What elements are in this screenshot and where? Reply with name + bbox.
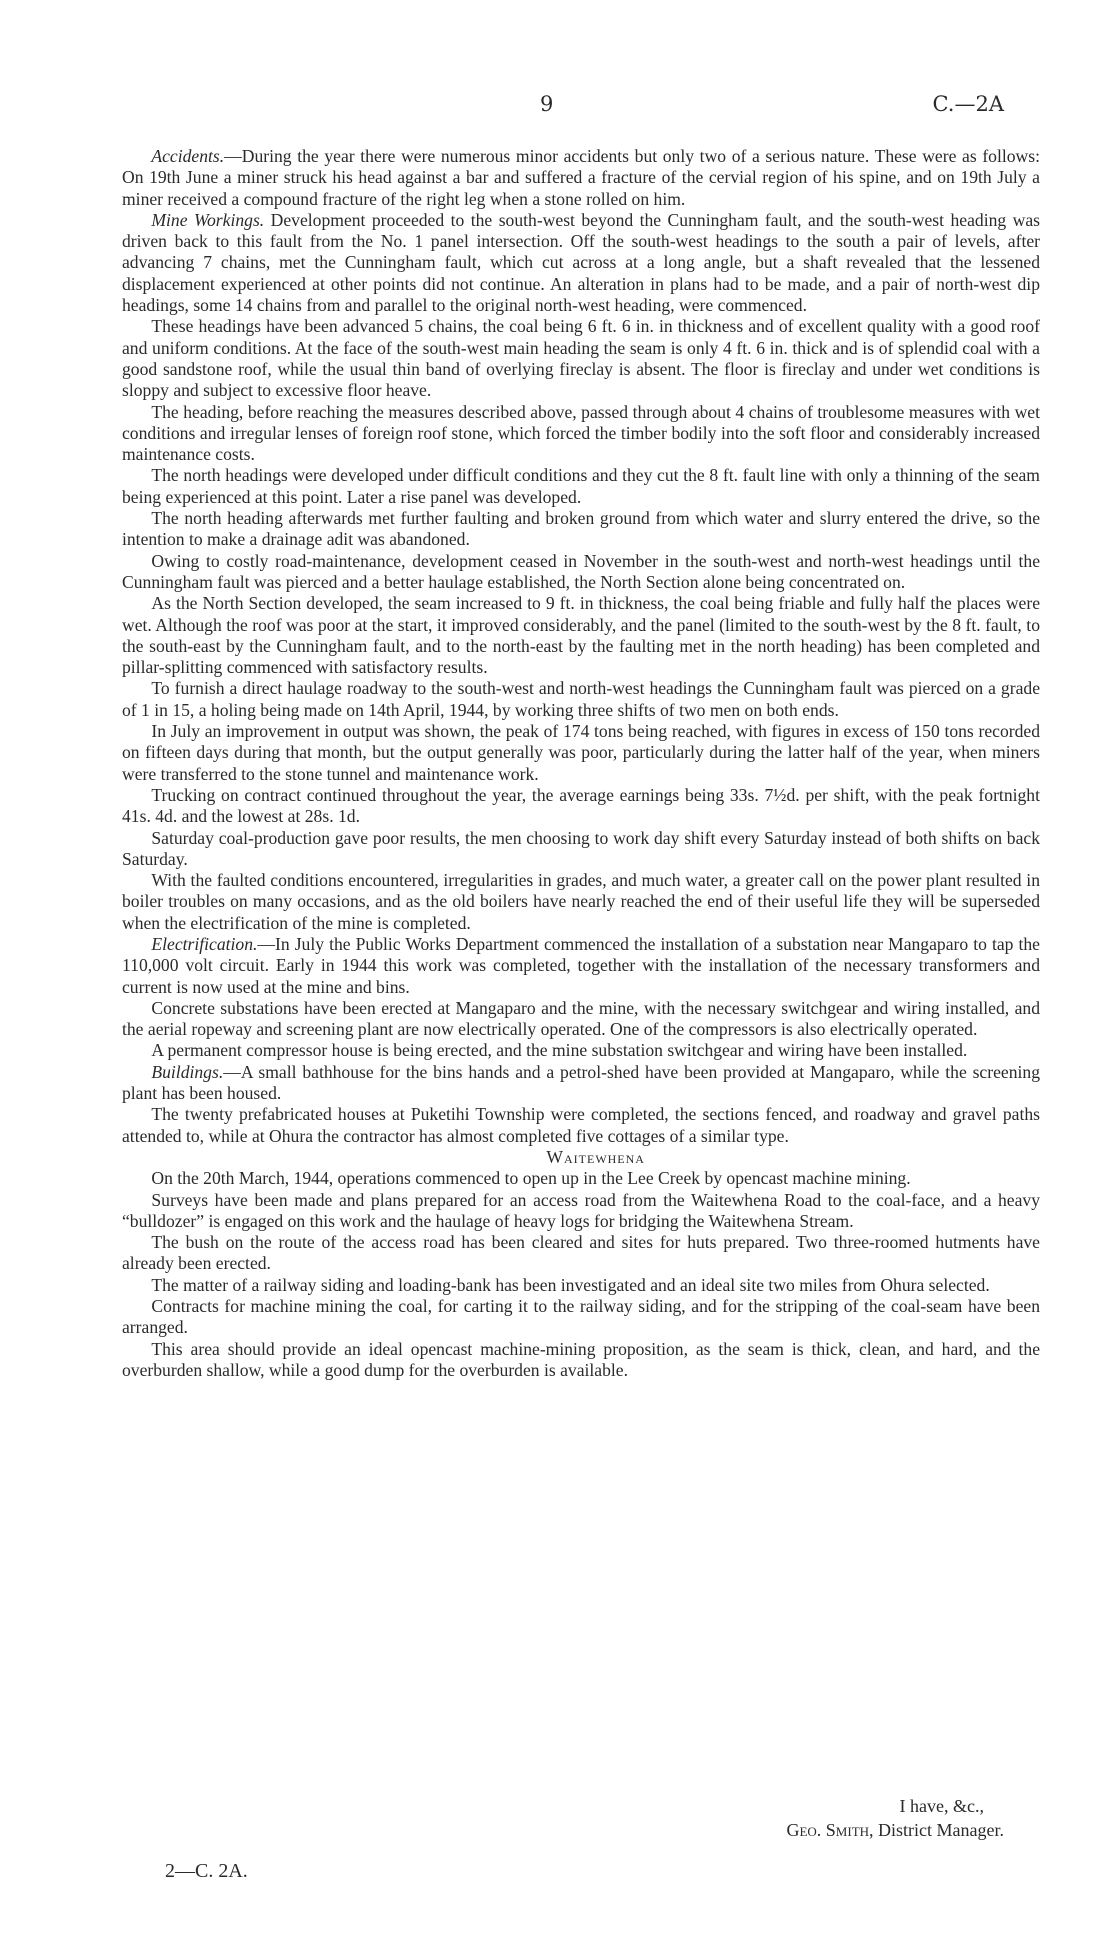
paragraph: These headings have been advanced 5 chains, the coal being 6 ft. 6 in. in thickness and of excellent quality with a good roof and uniform conditions. At the face of the south-west main heading the seam is only 4 ft. 6 in. thick and is of splendid coal with a good sandstone roof, while the usual thin band of overlying fireclay is absent. The floor is fireclay and under wet conditions is sloppy and subject to excessive floor heave. (122, 316, 1040, 401)
heading-accidents: Accidents. (151, 146, 225, 166)
paragraph: The north headings were developed under difficult conditions and they cut the 8 ft. fault line with only a thinning of the seam being experienced at this point. Later a rise panel was developed. (122, 465, 1040, 507)
paragraph: In July an improvement in output was shown, the peak of 174 tons being reached, with figures in excess of 150 tons recorded on fifteen days during that month, but the output generally was poor, particularly during the latter half of the year, when miners were transferred to the stone tunnel and maintenance work. (122, 721, 1040, 784)
paragraph-electrification: Electrification.—In July the Public Works Department commenced the installation of a substation near Mangaparo to tap the 110,000 volt circuit. Early in 1944 this work was completed, together with the installation of the necessary transformers and current is now used at the mine and bins. (122, 933, 1040, 997)
page-number: 9 (540, 92, 554, 116)
paragraph: The matter of a railway siding and loading-bank has been investigated and an ideal site two miles from Ohura selected. (151, 1274, 990, 1295)
paragraph: Saturday coal-production gave poor results, the men choosing to work day shift every Saturday instead of both shifts on back Saturday. (122, 827, 1040, 869)
heading-buildings: Buildings. (151, 1061, 224, 1082)
paragraph-mine-workings: Mine Workings. Development proceeded to the south-west beyond the Cunningham fault, and the south-west heading was driven back to this fault from the No. 1 panel intersection. Off the south-west headings to the south a pair of levels, after advancing 7 chains, met the Cunningham fault, which cut across at a long angle, but a shaft revealed that the lessened displacement experienced at other points did not continue. An alteration in plans had to be made, and a pair of north-west dip headings, some 14 chains from and parallel to the original north-west heading, were commenced. (122, 209, 1040, 316)
document-reference: C.—2A (932, 92, 1004, 116)
heading-electrification: Electrification. (151, 933, 258, 954)
paragraph: As the North Section developed, the seam increased to 9 ft. in thickness, the coal being friable and fully half the places were wet. Although the roof was poor at the start, it improved considerably, and the panel (limited to the south-west by the 8 ft. fault, to the south-east by the Cunningham fault, and to the north-east by the faulting met in the north heading) has been completed and pillar-splitting commenced with satisfactory results. (122, 593, 1040, 678)
paragraph: A permanent compressor house is being erected, and the mine substation switchgear and wiring have been installed. (151, 1040, 968, 1061)
paragraph: On the 20th March, 1944, operations commenced to open up in the Lee Creek by opencast machine mining. (151, 1168, 911, 1189)
paragraph: This area should provide an ideal opencast machine-mining proposition, as the seam is thick, clean, and hard, and the overburden shallow, while a good dump for the overburden is available. (122, 1338, 1040, 1380)
heading-mine-workings: Mine Workings. (151, 209, 265, 230)
paragraph: Contracts for machine mining the coal, for carting it to the railway siding, and for the stripping of the coal-seam have been arranged. (122, 1296, 1040, 1338)
paragraph: The heading, before reaching the measures described above, passed through about 4 chains of troublesome measures with wet conditions and irregular lenses of foreign roof stone, which forced the timber bodily into the soft floor and considerably increased maintenance costs. (122, 401, 1040, 465)
paragraph-buildings: Buildings.—A small bathhouse for the bins hands and a petrol-shed have been provided at Mangaparo, while the screening plant has been housed. (122, 1061, 1040, 1104)
signatory-title: , District Manager. (869, 1820, 1004, 1840)
paragraph: The bush on the route of the access road has been cleared and sites for huts prepared. Two three-roomed hutments have already been erected. (122, 1232, 1040, 1274)
signatory-name: Geo. Smith (786, 1820, 870, 1840)
paragraph: With the faulted conditions encountered, irregularities in grades, and much water, a greater call on the power plant resulted in boiler troubles on many occasions, and as the old boilers have nearly reached the end of their useful life they will be superseded when the electrification of the mine is completed. (122, 870, 1040, 933)
paragraph: Surveys have been made and plans prepared for an access road from the Waitewhena Road to the coal-face, and a heavy “bulldozer” is engaged on this work and the haulage of heavy logs for bridging the Waitewhena Stream. (122, 1189, 1040, 1231)
paragraph: To furnish a direct haulage roadway to the south-west and north-west headings the Cunningham fault was pierced on a grade of 1 in 15, a holing being made on 14th April, 1944, by working three shifts of two men on both ends. (122, 678, 1040, 720)
paragraph: Owing to costly road-maintenance, development ceased in November in the south-west and north-west headings until the Cunningham fault was pierced and a better haulage established, the North Section alone being concentrated on. (122, 550, 1040, 592)
paragraph: Trucking on contract continued throughout the year, the average earnings being 33s. 7½d. per shift, with the peak fortnight 41s. 4d. and the lowest at 28s. 1d. (122, 784, 1040, 827)
footer-reference: 2—C. 2A. (165, 1860, 248, 1882)
body-text (122, 146, 1040, 1381)
closing-block (786, 1794, 1004, 1842)
salutation: I have, &c., (899, 1796, 984, 1816)
paragraph: The twenty prefabricated houses at Puketihi Township were completed, the sections fenced, and roadway and gravel paths attended to, while at Ohura the contractor has almost completed five cottages of a similar type. (122, 1104, 1040, 1146)
paragraph-accidents: Accidents.—During the year there were numerous minor accidents but only two of a serious nature. These were as follows: On 19th June a miner struck his head against a bar and suffered a fracture of the cervial region of his spine, and on 19th July a miner received a compound fracture of the right leg when a stone rolled on him. (122, 146, 1040, 209)
paragraph: The north heading afterwards met further faulting and broken ground from which water and slurry entered the drive, so the intention to make a drainage adit was abandoned. (122, 508, 1040, 550)
paragraph: Concrete substations have been erected at Mangaparo and the mine, with the necessary switchgear and wiring installed, and the aerial ropeway and screening plant are now electrically operated. One of the compressors is also electrically operated. (122, 997, 1040, 1040)
signature (786, 1818, 1004, 1842)
section-heading-waitewhena: Waitewhena (546, 1146, 645, 1167)
